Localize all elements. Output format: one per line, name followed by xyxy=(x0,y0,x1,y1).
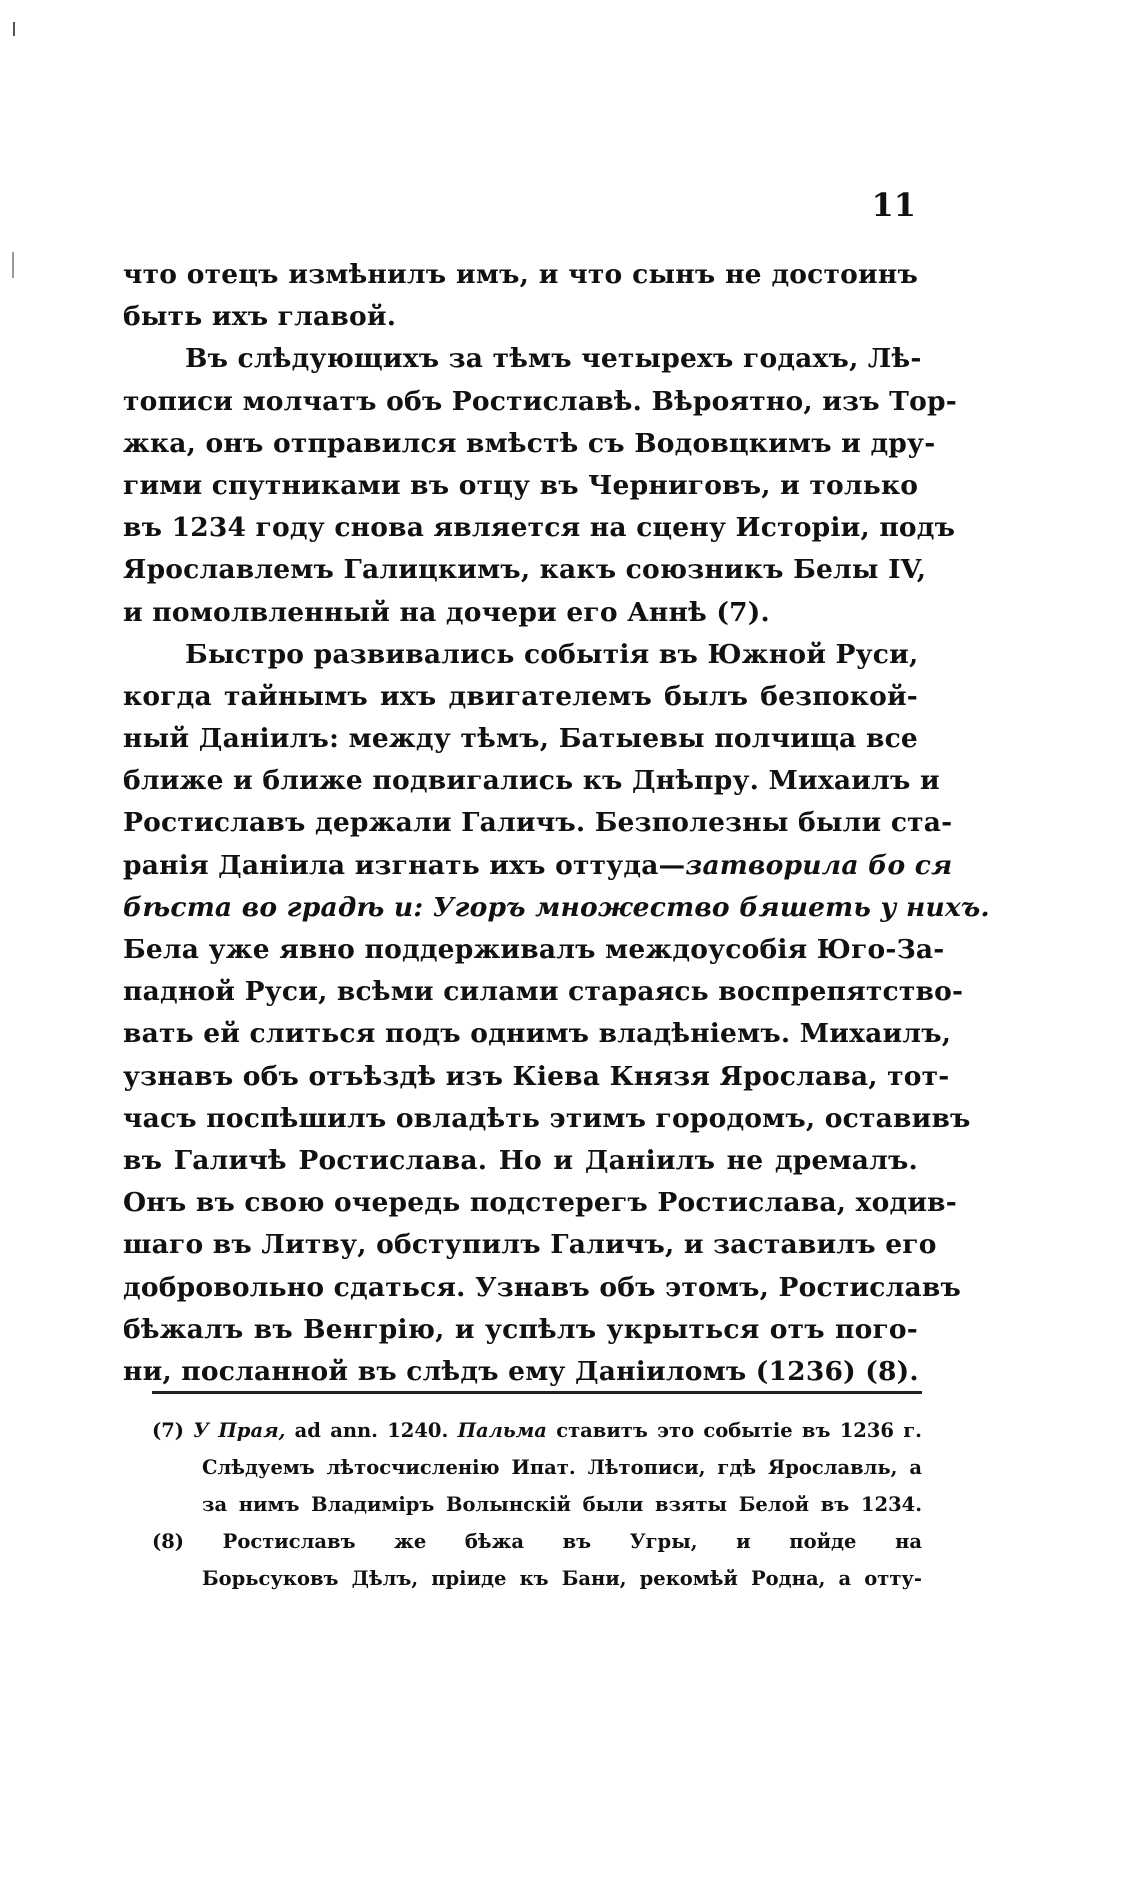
text-line: Ярославлемъ Галицкимъ, какъ союзникъ Белы IV, xyxy=(123,554,927,586)
text-line: жка, онъ отправился вмѣстѣ съ Водовцкимъ и дру- xyxy=(123,427,936,459)
text-line: въ Галичѣ Ростислава. Но и Даніилъ не дремалъ. xyxy=(123,1144,918,1176)
text-line: что отецъ измѣнилъ имъ, и что сынъ не достоинъ xyxy=(123,259,918,290)
text-line: Быстро развивались событія въ Южной Руси, xyxy=(185,638,919,670)
margin-mark xyxy=(13,22,15,36)
footnote-text: ставитъ это событіе въ 1236 г. xyxy=(556,1419,922,1442)
text-line: узнавъ объ отъѣздѣ изъ Кіева Князя Ярослава, тот- xyxy=(123,1060,950,1092)
body-text xyxy=(123,254,990,1393)
quote-fragment: затворила бо ся xyxy=(685,849,953,881)
footnote-author: Пальма xyxy=(457,1419,547,1442)
text-line: вать ей слиться подъ однимъ владѣніемъ. Михаилъ, xyxy=(123,1018,952,1050)
text-line-with-quote xyxy=(123,845,953,887)
footnote-author: У Прая, xyxy=(193,1419,286,1442)
footnote-text: ad ann. 1240. xyxy=(294,1419,449,1442)
text-line: падной Руси, всѣми силами стараясь воспрепятство- xyxy=(123,976,964,1008)
text-fragment: ранія Даніила изгнать ихъ оттуда— xyxy=(123,849,686,881)
text-line: гими спутниками въ отцу въ Черниговъ, и только xyxy=(123,469,919,501)
text-line: тописи молчатъ объ Ростиславѣ. Вѣроятно, изъ Тор- xyxy=(123,385,957,417)
text-line: Въ слѣдующихъ за тѣмъ четырехъ годахъ, Лѣ- xyxy=(185,343,922,375)
footnote-7-line xyxy=(152,1412,922,1449)
footnote-7-line: за нимъ Владиміръ Волынскій были взяты Белой въ 1234. xyxy=(202,1493,922,1516)
margin-mark xyxy=(12,252,14,278)
quote-line: бѣста во градѣ и: Угоръ множество бяшеть у нихъ. xyxy=(123,891,990,923)
text-line: Бела уже явно поддерживалъ междоусобія Юго-За- xyxy=(123,934,945,965)
text-line: и помолвленный на дочери его Аннѣ (7). xyxy=(123,596,770,628)
text-line: добровольно сдаться. Узнавъ объ этомъ, Ростиславъ xyxy=(123,1271,962,1303)
text-line: часъ поспѣшилъ овладѣть этимъ городомъ, оставивъ xyxy=(123,1102,971,1134)
text-line: быть ихъ главой. xyxy=(123,301,397,333)
text-line: Онъ въ свою очередь подстерегъ Ростислава, ходив- xyxy=(123,1187,957,1219)
page-number: 11 xyxy=(871,186,916,224)
footnote-rule xyxy=(152,1391,922,1394)
footnotes xyxy=(152,1412,922,1597)
text-line: ный Даніилъ: между тѣмъ, Батыевы полчища все xyxy=(123,723,918,755)
text-line: ни, посланной въ слѣдъ ему Даніиломъ (1236) (8). xyxy=(123,1355,919,1387)
text-line: бѣжалъ въ Венгрію, и успѣлъ укрыться отъ пого- xyxy=(123,1313,918,1345)
footnote-7-line: Слѣдуемъ лѣтосчисленію Ипат. Лѣтописи, гдѣ Ярославль, а xyxy=(202,1456,922,1479)
footnote-8-line: Борьсуковъ Дѣлъ, пріиде къ Бани, рекомѣй Родна, а отту- xyxy=(202,1567,922,1590)
text-line: Ростиславъ держали Галичъ. Безполезны были ста- xyxy=(123,807,953,839)
text-line: шаго въ Литву, обступилъ Галичъ, и заставилъ его xyxy=(123,1229,937,1261)
footnote-marker: (7) xyxy=(152,1419,185,1442)
text-line: когда тайнымъ ихъ двигателемъ былъ безпокой- xyxy=(123,680,918,712)
footnote-8-line: (8) Ростиславъ же бѣжа въ Угры, и пойде на xyxy=(152,1530,922,1553)
text-line: въ 1234 году снова является на сцену Исторіи, подъ xyxy=(123,512,956,544)
text-line: ближе и ближе подвигались къ Днѣпру. Михаилъ и xyxy=(123,765,940,797)
